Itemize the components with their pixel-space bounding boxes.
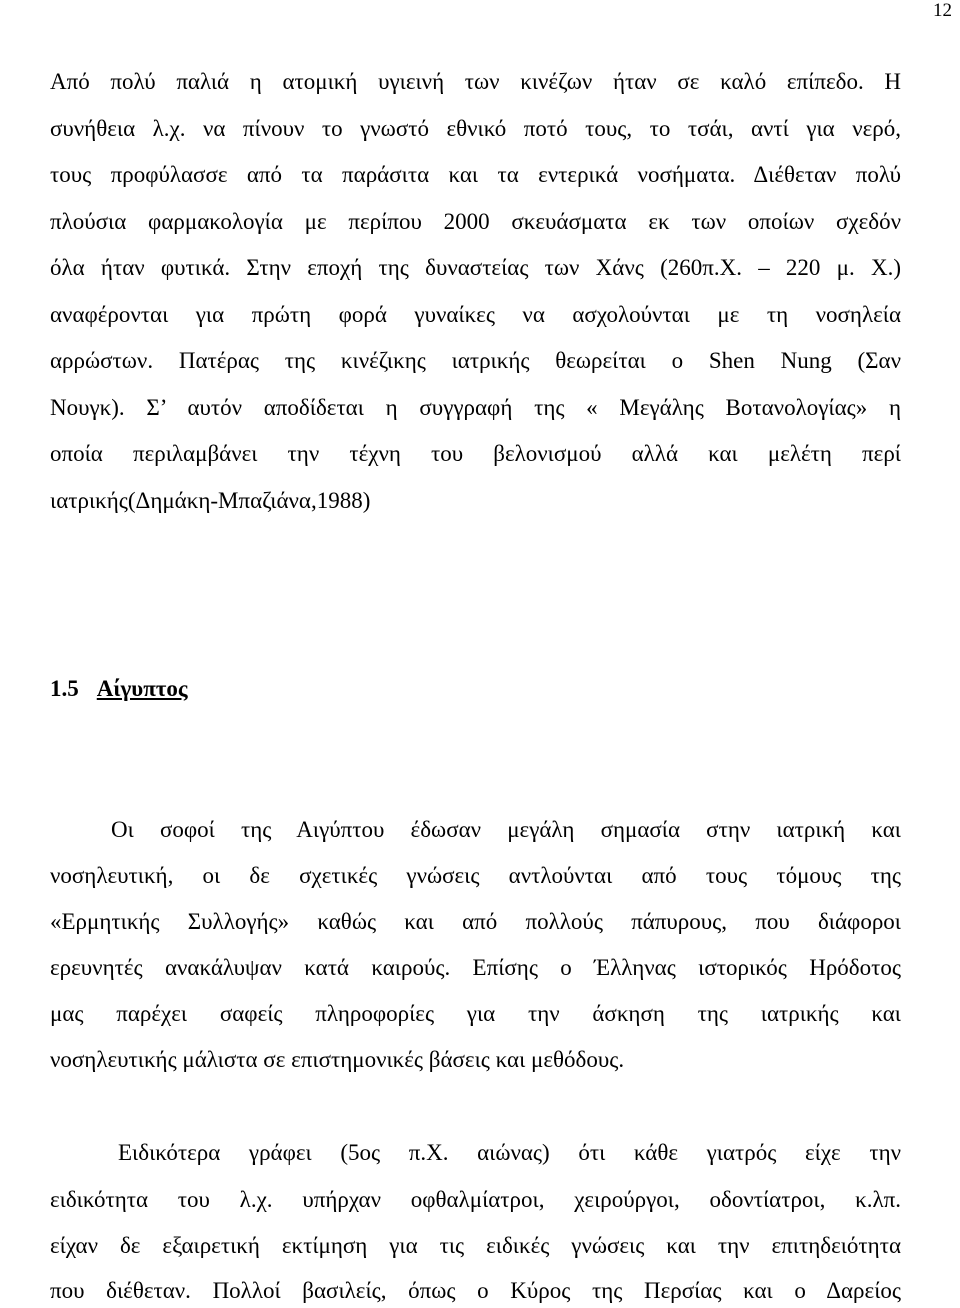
text-line: Ειδικότερα γράφει (5ος π.Χ. αιώνας) ότι κάθε γιατρός είχε την <box>118 1140 901 1165</box>
text-line: «Ερμητικής Συλλογής» καθώς και από πολλούς πάπυρους, που διάφοροι <box>50 909 901 934</box>
text-line: αναφέρονται για πρώτη φορά γυναίκες να ασχολούνται με τη νοσηλεία <box>50 302 901 327</box>
text-line: τους προφύλασσε από τα παράσιτα και τα εντερικά νοσήματα. Διέθεταν πολύ <box>50 162 901 187</box>
text-line: που διέθεταν. Πολλοί βασιλείς, όπως ο Κύρος της Περσίας και ο Δαρείος <box>50 1278 901 1303</box>
text-line: ιατρικής(Δημάκη-Μπαζιάνα,1988) <box>50 488 371 513</box>
text-line: ειδικότητα του λ.χ. υπήρχαν οφθαλμίατροι, χειρούργοι, οδοντίατροι, κ.λπ. <box>50 1187 901 1212</box>
text-line: Από πολύ παλιά η ατομική υγιεινή των κινέζων ήταν σε καλό επίπεδο. Η <box>50 69 901 94</box>
text-line: συνήθεια λ.χ. να πίνουν το γνωστό εθνικό ποτό τους, το τσάι, αντί για νερό, <box>50 116 901 141</box>
page-number: 12 <box>933 0 952 21</box>
text-line: ερευνητές ανακάλυψαν κατά καιρούς. Επίσης ο Έλληνας ιστορικός Ηρόδοτος <box>50 955 901 980</box>
text-line: νοσηλευτικής μάλιστα σε επιστημονικές βάσεις και μεθόδους. <box>50 1047 625 1072</box>
text-line: όλα ήταν φυτικά. Στην εποχή της δυναστείας των Χάνς (260π.Χ. – 220 μ. Χ.) <box>50 255 901 280</box>
section-heading <box>50 674 188 704</box>
text-line: Νουγκ). Σ’ αυτόν αποδίδεται η συγγραφή της « Μεγάλης Βοτανολογίας» η <box>50 395 901 420</box>
text-line: είχαν δε εξαιρετική εκτίμηση για τις ειδικές γνώσεις και την επιτηδειότητα <box>50 1233 901 1258</box>
text-line: μας παρέχει σαφείς πληροφορίες για την άσκηση της ιατρικής και <box>50 1001 901 1026</box>
text-line: αρρώστων. Πατέρας της κινέζικης ιατρικής θεωρείται ο Shen Nung (Σαν <box>50 348 901 373</box>
text-line: πλούσια φαρμακολογία με περίπου 2000 σκευάσματα εκ των οποίων σχεδόν <box>50 209 901 234</box>
section-title: Αίγυπτος <box>96 676 188 701</box>
section-number: 1.5 <box>50 676 79 701</box>
text-line: οποία περιλαμβάνει την τέχνη του βελονισμού αλλά και μελέτη περί <box>50 441 901 466</box>
text-line: νοσηλευτική, οι δε σχετικές γνώσεις αντλούνται από τους τόμους της <box>50 863 901 888</box>
text-line: Οι σοφοί της Αιγύπτου έδωσαν μεγάλη σημασία στην ιατρική και <box>111 817 901 842</box>
